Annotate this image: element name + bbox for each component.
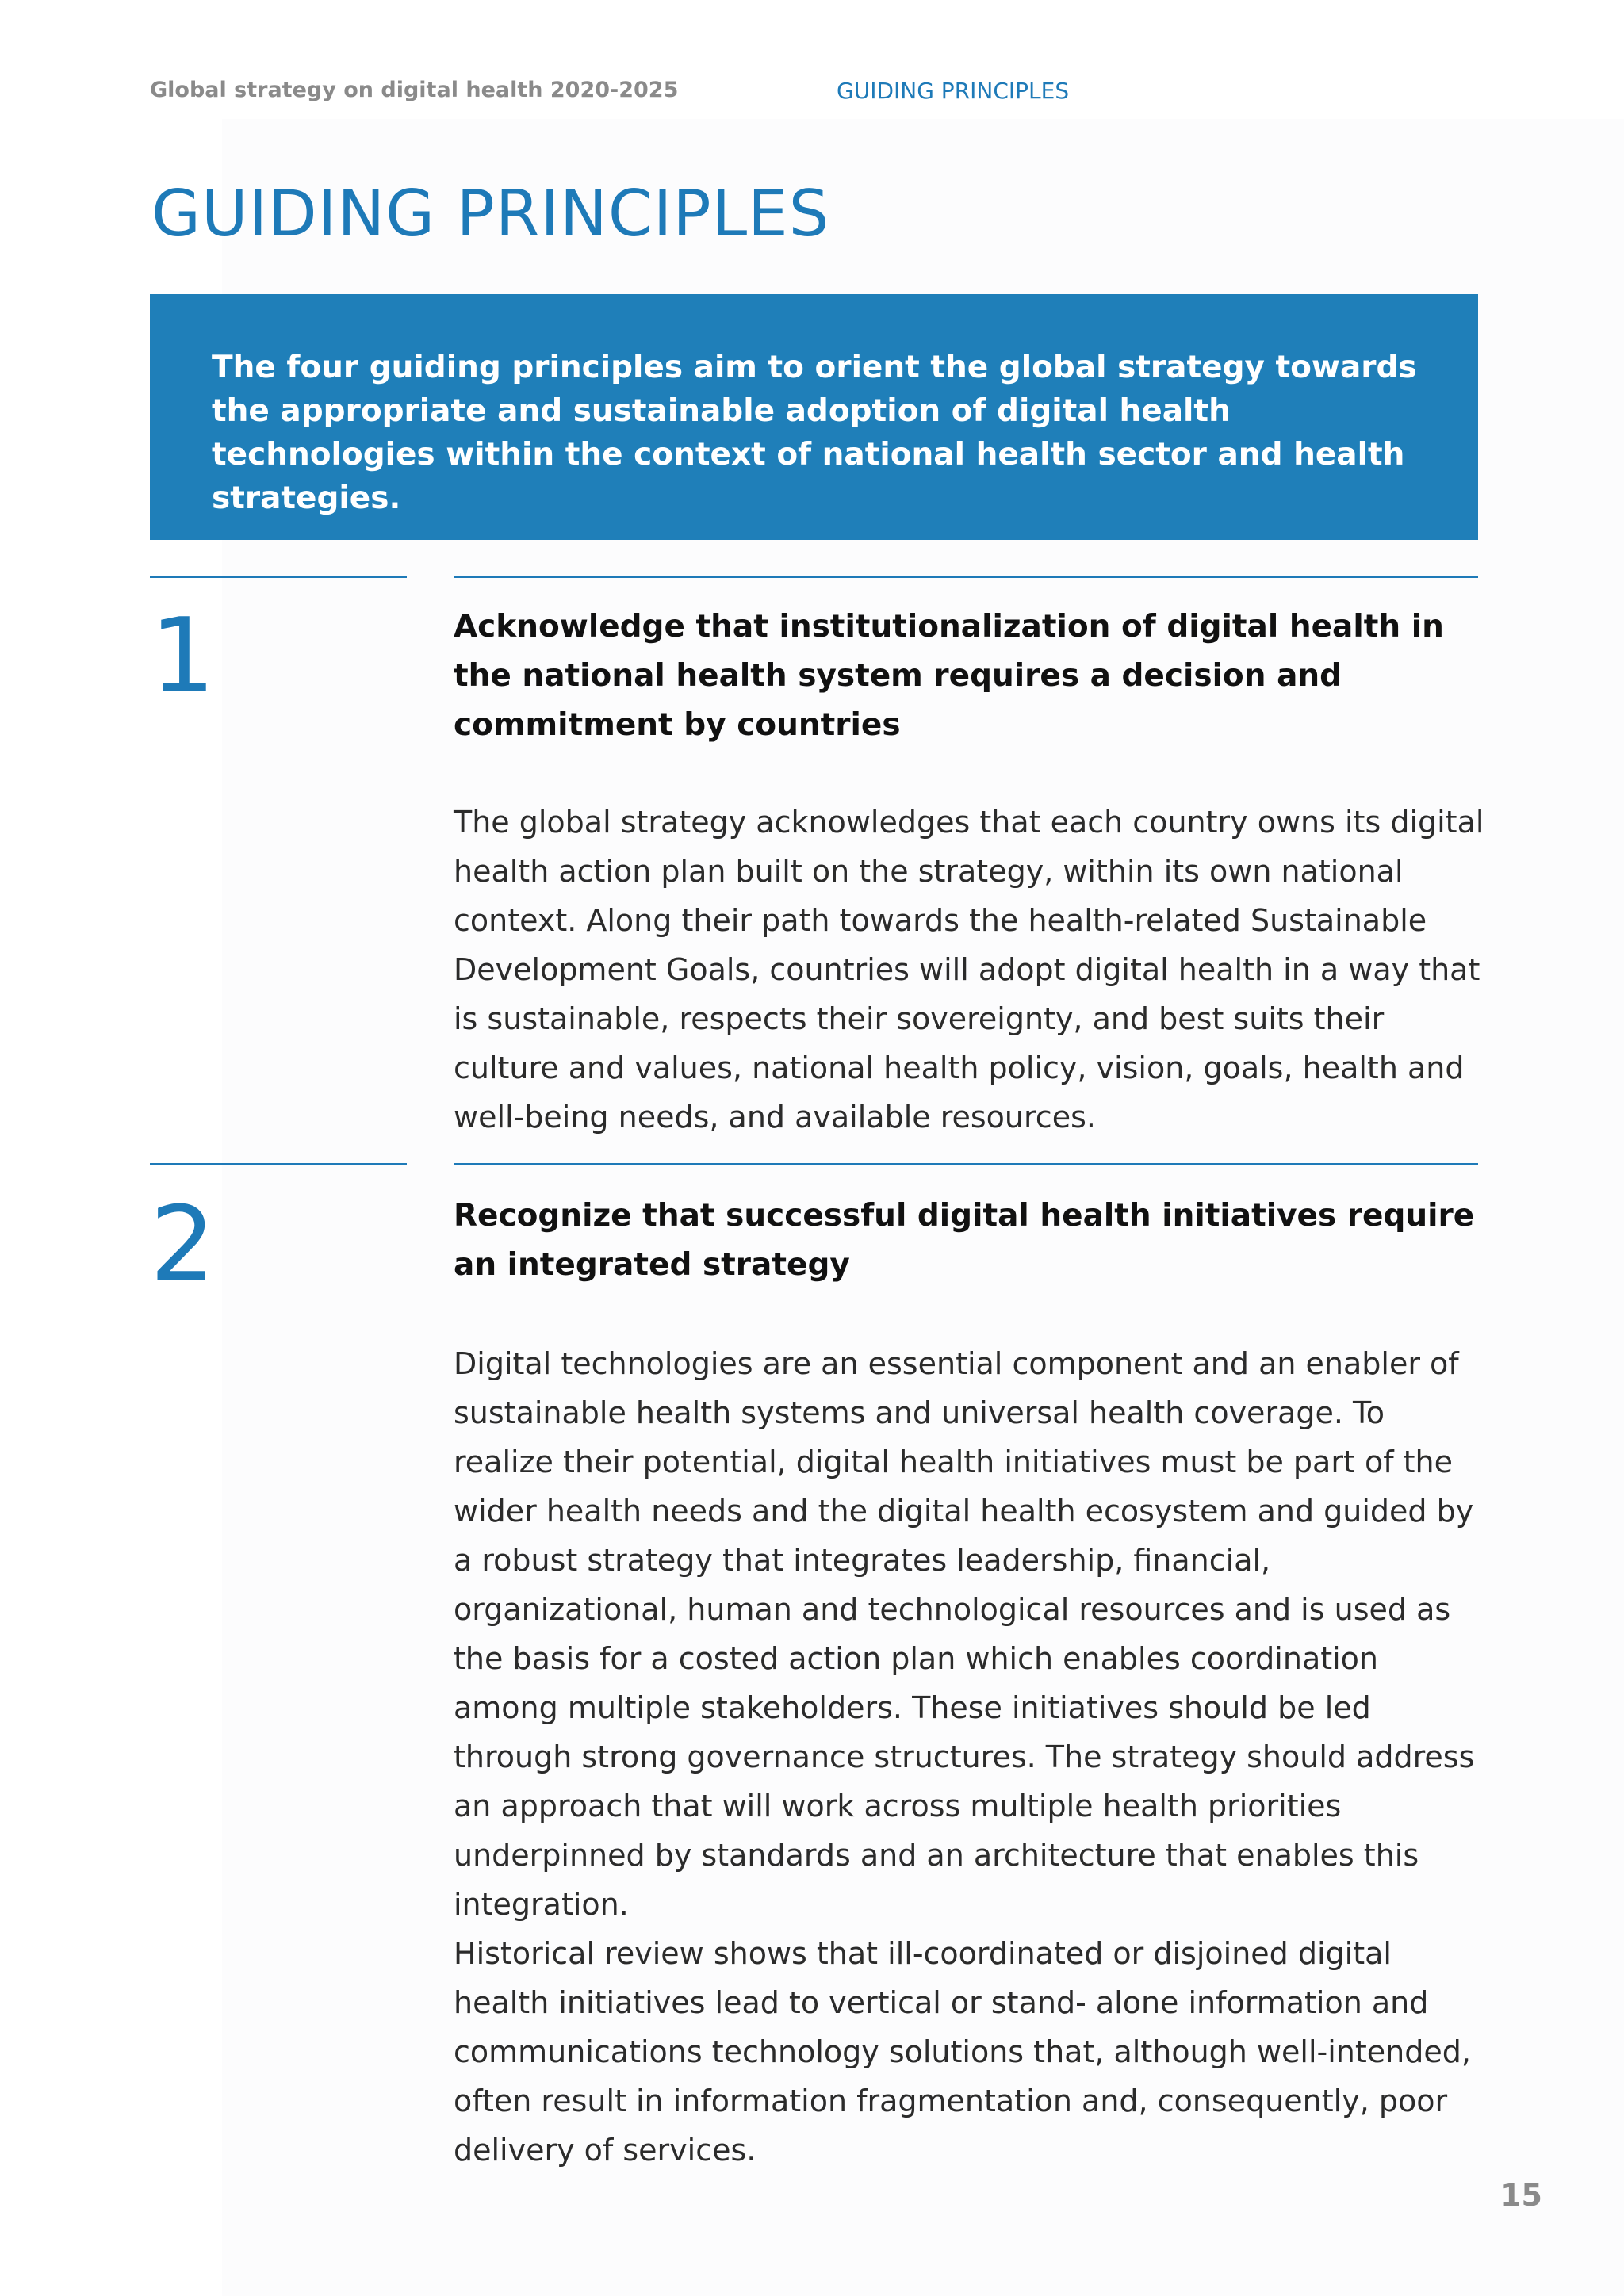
principle-1-number: 1 bbox=[150, 595, 216, 716]
principle-2-text-rule bbox=[454, 1163, 1478, 1165]
running-header-title: Global strategy on digital health 2020-2025 bbox=[150, 78, 679, 102]
principle-2-heading: Recognize that successful digital health initiatives require an integrated strategy bbox=[454, 1198, 1475, 1283]
intro-callout bbox=[150, 294, 1478, 540]
principle-1-heading: Acknowledge that institutionalization of digital health in the national health system requires a decision and commitment by countries bbox=[454, 609, 1444, 743]
principle-1-text-rule bbox=[454, 576, 1478, 578]
intro-text: The four guiding principles aim to orient the global strategy towards the appropriate and sustainable adoption of digital health technologies within the context of national health sector and health strategies. bbox=[212, 350, 1417, 516]
principle-1-number-rule bbox=[150, 576, 407, 578]
running-header-section: GUIDING PRINCIPLES bbox=[837, 78, 1070, 104]
page-number: 15 bbox=[1500, 2178, 1542, 2213]
principle-2-paragraph-1: Digital technologies are an essential component and an enabler of sustainable health systems and universal health coverage. To realize their potential, digital health initiatives must be part of the wider health needs and the digital health ecosystem and guided by a robust strategy that integrates leadership, financial, organizational, human and technological resources and is used as the basis for a costed action plan which enables coordination among multiple stakeholders. These initiatives should be led through strong governance structures. The strategy should address an approach that will work across multiple health priorities underpinned by standards and an architecture that enables this integration. bbox=[454, 1346, 1475, 1922]
principle-1-paragraph-1: The global strategy acknowledges that each country owns its digital health action plan built on the strategy, within its own national context. Along their path towards the health-related Sustainable Development Goals, countries will adopt digital health in a way that is sustainable, respects their sovereignty, and best suits their culture and values, national health policy, vision, goals, health and well-being needs, and available resources. bbox=[454, 805, 1484, 1135]
principle-2-number: 2 bbox=[150, 1184, 216, 1304]
running-header bbox=[150, 78, 1474, 109]
page-title: GUIDING PRINCIPLES bbox=[151, 177, 830, 251]
principle-2-paragraph-2: Historical review shows that ill-coordinated or disjoined digital health initiatives lead to vertical or stand- alone information and communications technology solutions that, although well-intended, often result in information fragmentation and, consequently, poor delivery of services. bbox=[454, 1936, 1471, 2168]
principle-2-number-rule bbox=[150, 1163, 407, 1165]
